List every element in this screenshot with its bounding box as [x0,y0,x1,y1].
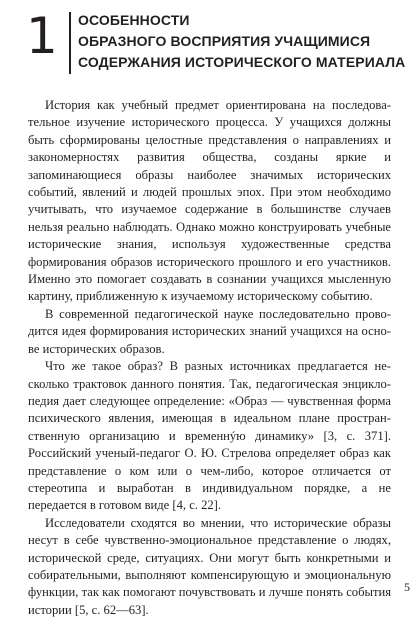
chapter-title-line: ОБРАЗНОГО ВОСПРИЯТИЯ УЧАЩИМИСЯ [78,33,371,49]
chapter-title-line: СОДЕРЖАНИЯ ИСТОРИЧЕСКОГО МАТЕРИАЛА [78,54,406,70]
chapter-header [26,7,406,76]
paragraph: История как учебный предмет ориентирована на последовательное изучение исторического процесса. У учащихся должны быть сформированы целостные представления о направлениях и закономерностях развития общества, созданы яркие и запоминающиеся образы наиболее значимых исторических событий, явлений и людей прошлых эпох. При этом необходимо учитывать, что изучаемое содержание в большинстве случаев нельзя реально наблюдать. Однако можно конструировать учебные исторические знания, используя художественные средства формирования образов исторического прошлого и его участников. Именно это помогает создавать в сознании учащихся мысленную картину, приближенную к изучаемому историческому событию. [28,98,391,304]
body-text [28,97,391,619]
paragraph: Что же такое образ? В разных источниках предлагается несколько трактовок данного понятия. Так, педагогическая энциклопедия дает следующее определение: «Образ — чувственная форма психического явления, имеющая в идеальном плане пространственную организацию и временнýю динамику» [3, с. 371]. Российский ученый-педагог О. Ю. Стрелова определяет образ как представление о ком или о чем-либо, которое отличается от стереотипа и выработан в индивидуальном порядке, а не передается в готовом виде [4, с. 22]. [28,359,391,513]
chapter-title [78,10,405,73]
paragraph: Исследователи сходятся во мнении, что исторические образы несут в себе чувственно-эмоциональное представление о людях, исторической среде, ситуациях. Они могут быть конкретными и собирательными, выполняют компенсирующую и эмоциональную функции, так как помогают почувствовать и лучше понять события истории [5, с. 62—63]. [28,515,391,617]
header-divider [69,12,71,74]
paragraph: В современной педагогической науке последовательно проводится идея формирования исторических знаний учащихся на основе исторических образов. [28,306,391,356]
chapter-number: 1 [26,7,58,65]
chapter-title-line: ОСОБЕННОСТИ [78,12,190,28]
page-number: 5 [404,580,410,594]
